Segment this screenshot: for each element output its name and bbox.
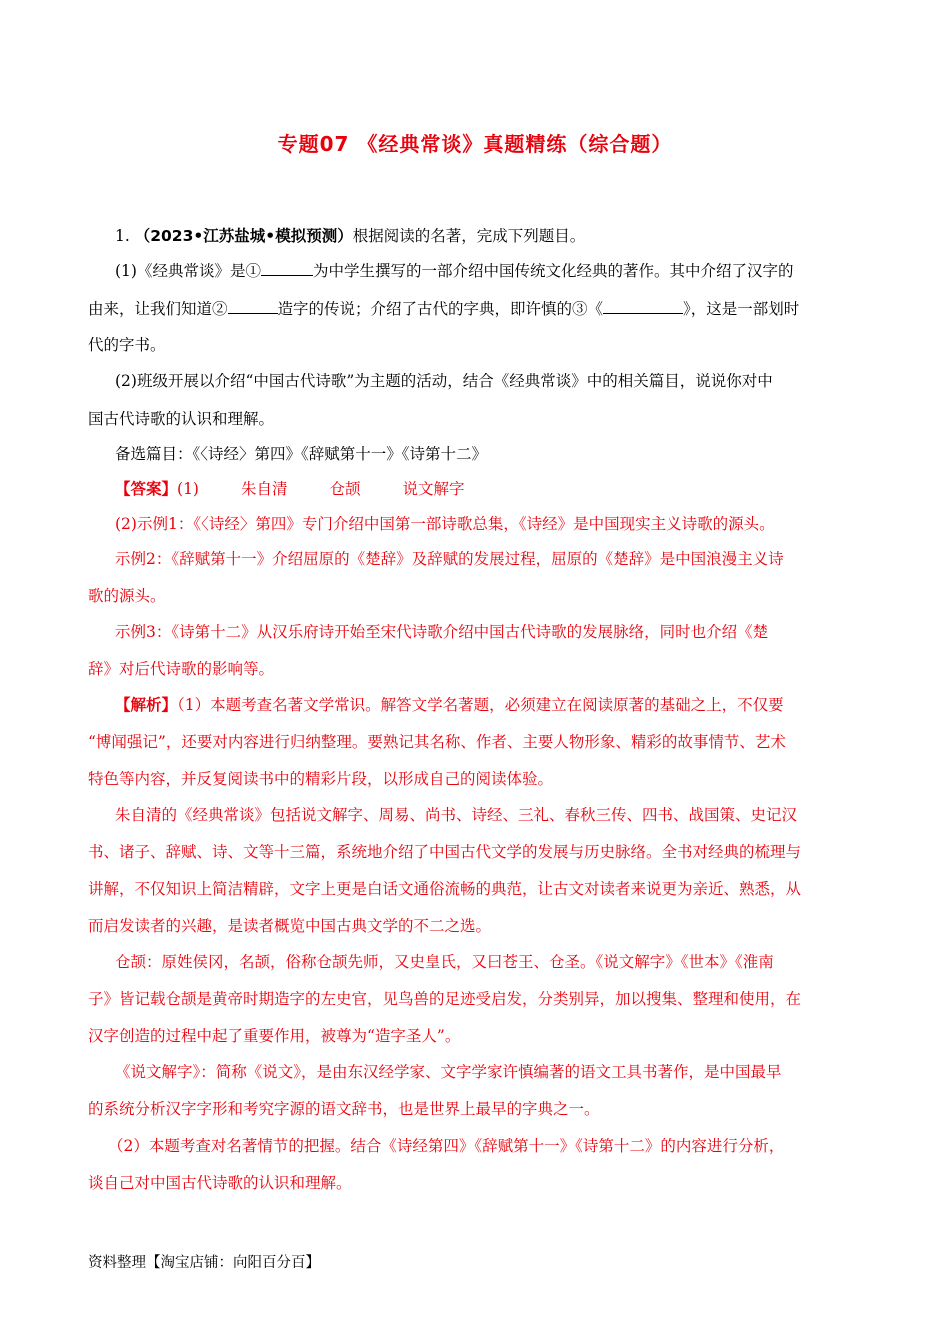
- analysis-line1: [115, 695, 784, 715]
- part1-line1: [115, 259, 793, 281]
- analysis-shuowen-2: 的系统分析汉字字形和考究字源的语文辞书，也是世界上最早的字典之一。: [88, 1100, 600, 1118]
- blank-3: [603, 297, 683, 314]
- page-title: 专题07 《经典常谈》真题精练（综合题）: [277, 132, 673, 156]
- analysis-line2: “博闻强记”，还要对内容进行归纳整理。要熟记其名称、作者、主要人物形象、精彩的故事情节、艺术: [88, 733, 786, 751]
- answer-example-2: 示例2：《辞赋第十一》介绍屈原的《楚辞》及辞赋的发展过程，屈原的《楚辞》是中国浪漫主义诗: [115, 550, 784, 568]
- question-number: 1.: [115, 227, 130, 245]
- question-source: （2023•江苏盐城•模拟预测）: [134, 227, 353, 245]
- analysis-label: 【解析】: [115, 696, 178, 714]
- answer-2: 仓颉: [329, 480, 361, 498]
- part1-text: 由来，让我们知道②: [88, 300, 228, 318]
- answer-example-2-cont: 歌的源头。: [88, 587, 166, 605]
- blank-1: [261, 259, 313, 276]
- part1-text: (1)《经典常谈》是①: [115, 262, 261, 280]
- part1-text: 》，这是一部划时: [683, 300, 800, 318]
- analysis-zhu-3: 讲解，不仅知识上简洁精辟，文字上更是白话文通俗流畅的典范，让古文对读者来说更为亲近、熟悉，从: [88, 880, 802, 898]
- analysis-cang-1: 仓颉：原姓侯冈，名颉，俗称仓颉先师，又史皇氏，又曰苍王、仓圣。《说文解字》《世本》《淮南: [115, 953, 774, 971]
- answer-3: 说文解字: [402, 480, 465, 498]
- analysis-zhu-4: 而启发读者的兴趣，是读者概览中国古典文学的不二之选。: [88, 917, 492, 935]
- part1-line3: 代的字书。: [88, 336, 166, 354]
- part1-text: 为中学生撰写的一部介绍中国传统文化经典的著作。其中介绍了汉字的: [312, 262, 794, 280]
- analysis-zhu-2: 书、诸子、辞赋、诗、文等十三篇，系统地介绍了中国古代文学的发展与历史脉络。全书对经典的梳理与: [88, 843, 802, 861]
- footer-note: 资料整理【淘宝店铺：向阳百分百】: [88, 1255, 320, 1271]
- answer-line1: [115, 479, 465, 499]
- analysis-line3: 特色等内容，并反复阅读书中的精彩片段，以形成自己的阅读体验。: [88, 770, 554, 788]
- candidate-chapters: 备选篇目：《〈诗经〉第四》《辞赋第十一》《诗第十二》: [115, 445, 488, 463]
- answer-label: 【答案】: [115, 480, 178, 498]
- answer-part-label: (1): [177, 480, 199, 498]
- analysis-zhu-1: 朱自清的《经典常谈》包括说文解字、周易、尚书、诗经、三礼、春秋三传、四书、战国策、史记汉: [115, 806, 798, 824]
- blank-2: [228, 297, 278, 314]
- part1-text: 造字的传说；介绍了古代的字典，即许慎的③《: [277, 300, 604, 318]
- analysis-part2-2: 谈自己对中国古代诗歌的认识和理解。: [88, 1174, 352, 1192]
- question-header: [115, 226, 585, 246]
- answer-example-3-cont: 辞》对后代诗歌的影响等。: [88, 660, 275, 678]
- analysis-part2-1: （2）本题考查对名著情节的把握。结合《诗经第四》《辞赋第十一》《诗第十二》的内容进行分析，: [108, 1137, 785, 1155]
- analysis-cang-2: 子》皆记载仓颉是黄帝时期造字的左史官，见鸟兽的足迹受启发，分类别异，加以搜集、整理和使用，在: [88, 990, 802, 1008]
- answer-1: 朱自清: [240, 480, 288, 498]
- analysis-shuowen-1: 《说文解字》：简称《说文》，是由东汉经学家、文字学家许慎编著的语文工具书著作，是中国最早: [115, 1063, 782, 1081]
- answer-example-3: 示例3：《诗第十二》从汉乐府诗开始至宋代诗歌介绍中国古代诗歌的发展脉络，同时也介绍《楚: [115, 623, 769, 641]
- analysis-text: （1）本题考查名著文学常识。解答文学名著题，必须建立在阅读原著的基础之上，不仅要: [177, 696, 784, 714]
- part2-line2: 国古代诗歌的认识和理解。: [88, 410, 275, 428]
- answer-example-1: (2)示例1：《〈诗经〉第四》专门介绍中国第一部诗歌总集，《诗经》是中国现实主义诗歌的源头。: [115, 515, 775, 533]
- part2-line1: (2)班级开展以介绍“中国古代诗歌”为主题的活动，结合《经典常谈》中的相关篇目，说说你对中: [115, 372, 773, 390]
- part1-line2: [88, 297, 799, 319]
- analysis-cang-3: 汉字创造的过程中起了重要作用，被尊为“造字圣人”。: [88, 1027, 461, 1045]
- question-stem: 根据阅读的名著，完成下列题目。: [352, 227, 586, 245]
